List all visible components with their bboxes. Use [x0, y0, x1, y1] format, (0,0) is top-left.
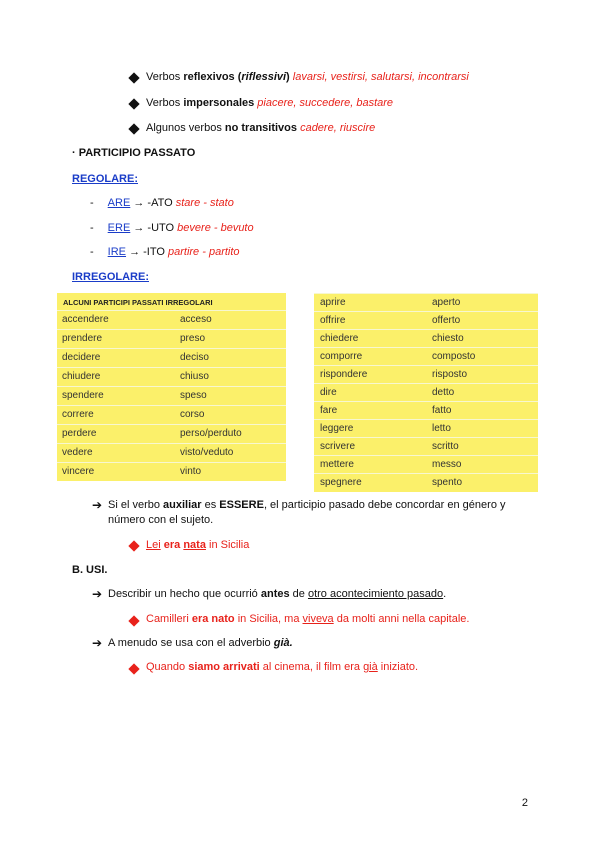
participle-cell: corso: [180, 409, 205, 420]
infinitive-cell: leggere: [320, 423, 354, 434]
table-row: [57, 386, 286, 406]
diamond-bullet-icon: [128, 663, 139, 674]
table-row: [314, 473, 538, 492]
table-row: [57, 405, 286, 425]
infinitive-cell: spegnere: [320, 477, 362, 488]
infinitive-cell: correre: [62, 409, 94, 420]
irregular-participles-table-1: [57, 293, 286, 481]
table-row: [314, 347, 538, 366]
table-row: [57, 443, 286, 463]
participle-cell: preso: [180, 333, 206, 344]
bullet-reflexivos: Verbos reflexivos (riflessivi) lavarsi, vestirsi, salutarsi, incontrarsi: [146, 71, 469, 83]
table-row: [314, 383, 538, 402]
table-row: [314, 419, 538, 438]
diamond-bullet-icon: [128, 123, 139, 134]
arrow-bullet-icon: ➔: [92, 587, 103, 601]
participle-cell: acceso: [180, 314, 212, 325]
table-row: [57, 424, 286, 444]
participle-cell: detto: [432, 387, 455, 398]
participle-cell: aperto: [432, 297, 461, 308]
bullet-no-transitivos: Algunos verbos no transitivos cadere, riuscire: [146, 122, 376, 134]
participle-cell: messo: [432, 459, 462, 470]
arrow-bullet-icon: ➔: [92, 498, 103, 512]
table-row: [314, 293, 538, 312]
infinitive-cell: vincere: [62, 466, 95, 477]
participle-cell: fatto: [432, 405, 452, 416]
table-row: [314, 329, 538, 348]
participle-cell: offerto: [432, 315, 461, 326]
participle-cell: composto: [432, 351, 476, 362]
participle-cell: vinto: [180, 466, 202, 477]
diamond-bullet-icon: [128, 615, 139, 626]
page-number: 2: [521, 797, 528, 809]
usi-example-2: Quando siamo arrivati al cinema, il film era già iniziato.: [146, 661, 419, 673]
table-row: [57, 329, 286, 349]
diamond-bullet-icon: [128, 540, 139, 551]
participle-cell: visto/veduto: [180, 447, 234, 458]
regolare-item-ire: - IRE → -ITO partire - partito: [90, 246, 240, 258]
section-heading-usi: B. USI.: [72, 564, 108, 576]
participle-cell: chiesto: [432, 333, 464, 344]
usi-item-1: Describir un hecho que ocurrió antes de otro acontecimiento pasado.: [108, 588, 447, 600]
infinitive-cell: vedere: [62, 447, 93, 458]
infinitive-cell: comporre: [320, 351, 363, 362]
participle-cell: risposto: [432, 369, 468, 380]
regolare-heading: REGOLARE:: [72, 173, 138, 185]
infinitive-cell: dire: [320, 387, 337, 398]
participle-cell: deciso: [180, 352, 209, 363]
diamond-bullet-icon: [128, 98, 139, 109]
participle-cell: chiuso: [180, 371, 209, 382]
table-row: [57, 310, 286, 330]
infinitive-cell: chiedere: [320, 333, 359, 344]
infinitive-cell: scrivere: [320, 441, 356, 452]
table-row: [314, 437, 538, 456]
infinitive-cell: offrire: [320, 315, 346, 326]
table-row: [314, 455, 538, 474]
table-row: [57, 348, 286, 368]
table-row: [57, 462, 286, 482]
table-header: ALCUNI PARTICIPI PASSATI IRREGOLARI: [63, 298, 213, 307]
essere-note-line-2: número con el sujeto.: [108, 514, 214, 526]
table-row: [314, 365, 538, 384]
bullet-impersonales: Verbos impersonales piacere, succedere, bastare: [146, 97, 394, 109]
infinitive-cell: aprire: [320, 297, 346, 308]
infinitive-cell: spendere: [62, 390, 104, 401]
section-heading-participio: · PARTICIPIO PASSATO: [72, 147, 196, 159]
infinitive-cell: chiudere: [62, 371, 101, 382]
participle-cell: spento: [432, 477, 463, 488]
regolare-item-ere: - ERE → -UTO bevere - bevuto: [90, 222, 254, 234]
infinitive-cell: decidere: [62, 352, 101, 363]
irregular-participles-table-2: [314, 293, 538, 492]
infinitive-cell: rispondere: [320, 369, 368, 380]
table-row: [314, 311, 538, 330]
infinitive-cell: perdere: [62, 428, 97, 439]
participle-cell: letto: [432, 423, 451, 434]
table-row: [314, 401, 538, 420]
participle-cell: perso/perduto: [180, 428, 242, 439]
diamond-bullet-icon: [128, 72, 139, 83]
infinitive-cell: fare: [320, 405, 338, 416]
participle-cell: speso: [180, 390, 207, 401]
irregolare-heading: IRREGOLARE:: [72, 271, 149, 283]
table-row: [57, 367, 286, 387]
infinitive-cell: prendere: [62, 333, 103, 344]
infinitive-cell: accendere: [62, 314, 109, 325]
essere-note-line-1: Si el verbo auxiliar es ESSERE, el participio pasado debe concordar en género y: [108, 499, 506, 511]
regolare-item-are: - ARE → -ATO stare - stato: [90, 197, 234, 209]
usi-item-2: A menudo se usa con el adverbio già.: [108, 637, 293, 649]
infinitive-cell: mettere: [320, 459, 354, 470]
usi-example-1: Camilleri era nato in Sicilia, ma viveva da molti anni nella capitale.: [146, 613, 470, 625]
participle-cell: scritto: [432, 441, 459, 452]
arrow-bullet-icon: ➔: [92, 636, 103, 650]
essere-example: Lei era nata in Sicilia: [146, 539, 250, 551]
